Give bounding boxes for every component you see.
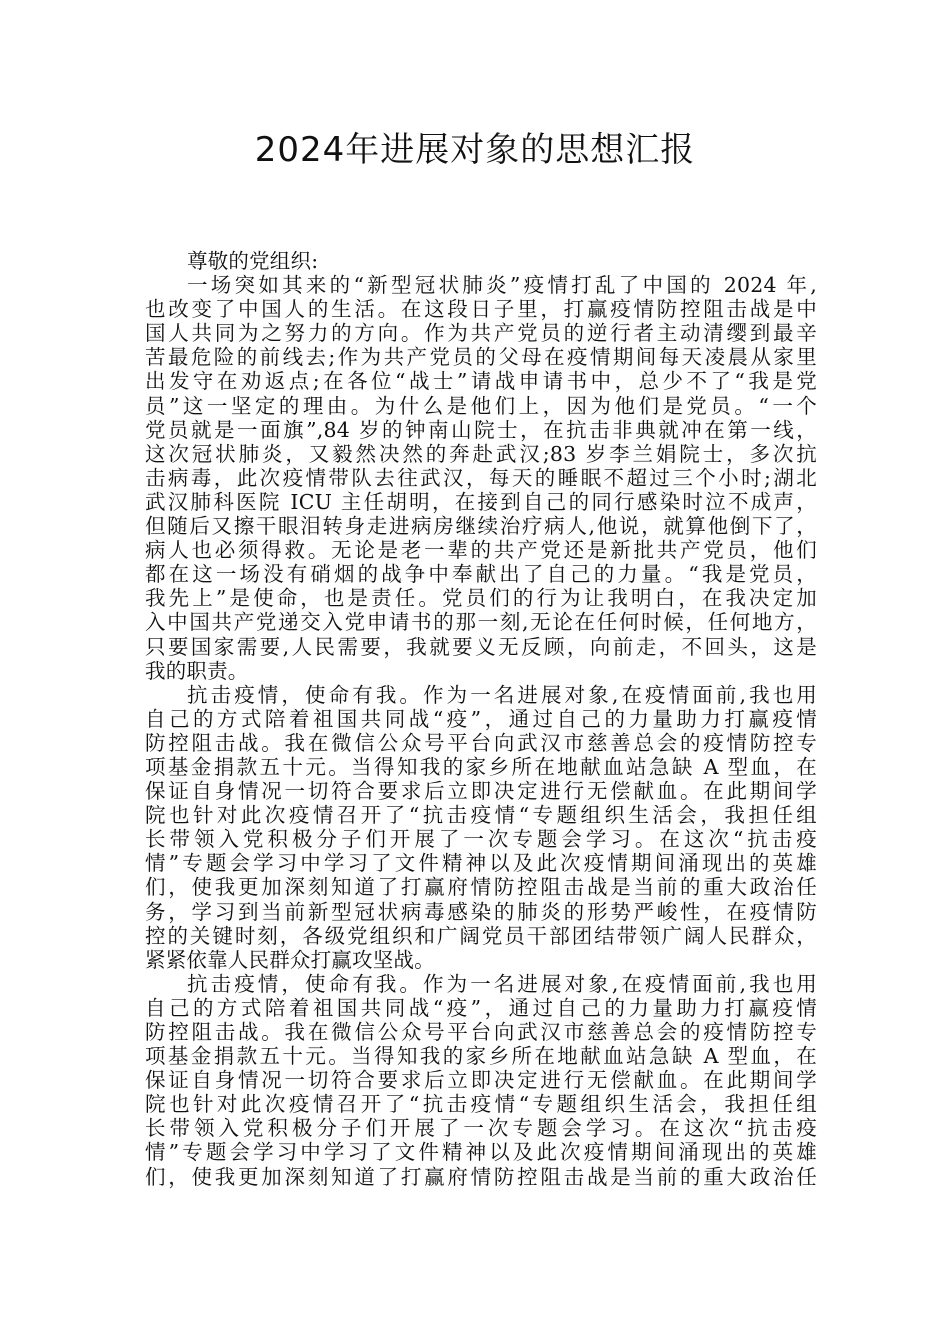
body-line: 防控阻击战。我在微信公众号平台向武汉市慈善总会的疫情防控专 (145, 1020, 817, 1044)
body-line: 项基金捐款五十元。当得知我的家乡所在地献血站急缺 A 型血，在 (145, 1044, 817, 1069)
body-line: 国人共同为之努力的方向。作为共产党员的逆行者主动清缨到最辛 (145, 321, 817, 346)
body-line: 防控阻击战。我在微信公众号平台向武汉市慈善总会的疫情防控专 (145, 730, 817, 755)
body-line: 情”专题会学习中学习了文件精神以及此次疫情期间涌现出的英雄 (145, 851, 817, 876)
body-line: 我的职责。 (145, 658, 249, 683)
body-line: 出发守在劝返点;在各位“战士”请战申请书中，总少不了“我是党 (145, 369, 817, 394)
body-line: 控的关键时刻，各级党组织和广阔党员干部团结带领广阔人民群众， (145, 923, 817, 948)
body-line: 项基金捐款五十元。当得知我的家乡所在地献血站急缺 A 型血，在 (145, 754, 817, 779)
body-line: 只要国家需要,人民需要，我就要义无反顾，向前走，不回头，这是 (145, 634, 817, 659)
body-line: 自己的方式陪着祖国共同战“疫”，通过自己的力量助力打赢疫情 (145, 706, 817, 731)
body-line: 武汉肺科医院 ICU 主任胡明，在接到自己的同行感染时泣不成声， (145, 489, 817, 514)
body-line: 保证自身情况一切符合要求后立即决定进行无偿献血。在此期间学 (145, 779, 817, 804)
body-line: 院也针对此次疫情召开了“抗击疫情“专题组织生活会，我担任组 (145, 1092, 817, 1117)
body-line: 们，使我更加深刻知道了打赢府情防控阻击战是当前的重大政治任 (145, 875, 817, 900)
body-line: 员”这一坚定的理由。为什么是他们上，因为他们是党员。“一个 (145, 393, 817, 418)
body-line: 都在这一场没有硝烟的战争中奉献出了自己的力量。“我是党员， (145, 562, 817, 587)
body-line: 党员就是一面旗”,84 岁的钟南山院士，在抗击非典就冲在第一线， (145, 417, 817, 442)
body-line: 尊敬的党组织: (187, 249, 319, 273)
body-line: 自己的方式陪着祖国共同战“疫”，通过自己的力量助力打赢疫情 (145, 995, 817, 1020)
body-line: 但随后又擦干眼泪转身走进病房继续治疗病人,他说，就算他倒下了， (145, 514, 817, 539)
body-line: 务，学习到当前新型冠状病毒感染的肺炎的形势严峻性，在疫情防 (145, 899, 817, 924)
body-line: 这次冠状肺炎，又毅然决然的奔赴武汉;83 岁李兰娟院士，多次抗 (145, 441, 817, 466)
body-line: 也改变了中国人的生活。在这段日子里，打赢疫情防控阻击战是中 (145, 297, 817, 322)
body-line: 长带领入党积极分子们开展了一次专题会学习。在这次“抗击疫 (145, 1116, 817, 1141)
document-title: 2024年进展对象的思想汇报 (254, 130, 696, 170)
body-line: 病人也必须得救。无论是老一辈的共产党还是新批共产党员，他们 (145, 538, 817, 563)
body-line: 情”专题会学习中学习了文件精神以及此次疫情期间涌现出的英雄 (145, 1140, 817, 1165)
body-line: 们，使我更加深刻知道了打赢府情防控阻击战是当前的重大政治任 (145, 1164, 817, 1189)
body-line: 紧紧依靠人民群众打赢攻坚战。 (145, 947, 435, 972)
body-line: 苦最危险的前线去;作为共产党员的父母在疫情期间每天凌晨从家里 (145, 345, 817, 370)
body-line: 我先上”是使命，也是责任。党员们的行为让我明白，在我决定加 (145, 586, 817, 611)
body-line: 院也针对此次疫情召开了“抗击疫情“专题组织生活会，我担任组 (145, 803, 817, 828)
body-line: 保证自身情况一切符合要求后立即决定进行无偿献血。在此期间学 (145, 1068, 817, 1093)
document-body (145, 249, 817, 1189)
body-line: 抗击疫情，使命有我。作为一名进展对象,在疫情面前,我也用 (187, 971, 817, 996)
body-line: 入中国共产党递交入党申请书的那一刻,无论在任何时候，任何地方， (145, 610, 817, 635)
body-line: 一场突如其来的“新型冠状肺炎”疫情打乱了中国的 2024 年, (187, 273, 817, 298)
body-line: 击病毒，此次疫情带队去往武汉，每天的睡眠不超过三个小时;湖北 (145, 465, 817, 490)
body-line: 抗击疫情，使命有我。作为一名进展对象,在疫情面前,我也用 (187, 682, 817, 707)
body-line: 长带领入党积极分子们开展了一次专题会学习。在这次“抗击疫 (145, 827, 817, 852)
